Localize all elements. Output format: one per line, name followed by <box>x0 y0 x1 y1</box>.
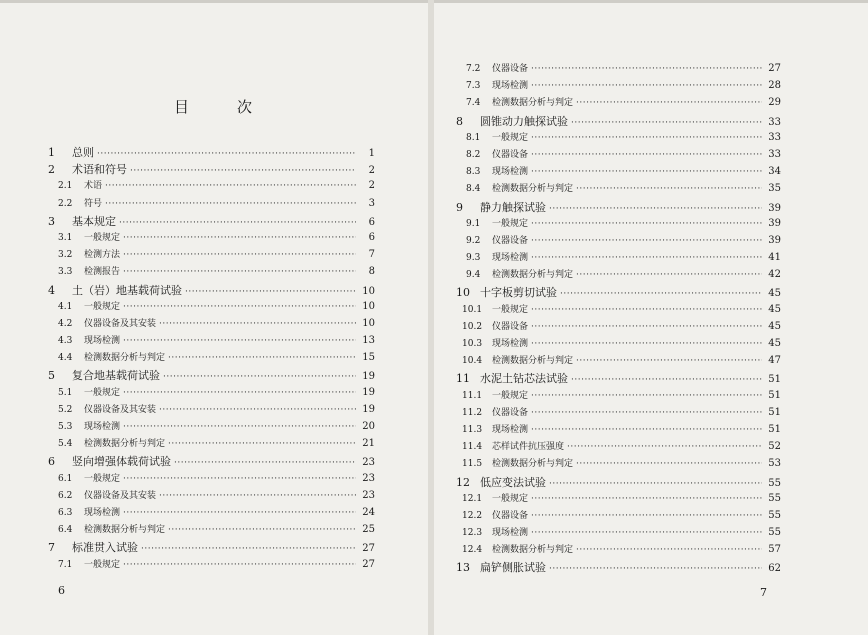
toc-entry-label: 仪器设备 <box>492 510 529 521</box>
toc-leader-dots <box>123 508 356 518</box>
toc-entry-number: 13 <box>456 561 470 575</box>
toc-entry-section[interactable] <box>456 336 781 353</box>
toc-entry-number: 7.2 <box>466 64 481 74</box>
toc-entry-page: 23 <box>362 489 375 501</box>
toc-entry-number: 4.1 <box>58 301 73 312</box>
toc-leader-dots <box>123 560 356 570</box>
toc-entry-label: 仪器设备及其安装 <box>84 404 157 415</box>
toc-entry-section[interactable] <box>456 164 781 181</box>
toc-entry-page: 55 <box>768 492 781 504</box>
toc-leader-dots <box>531 408 762 418</box>
toc-entry-page: 47 <box>768 355 781 367</box>
toc-entry-label: 一般规定 <box>84 301 121 312</box>
toc-list-left <box>48 144 375 574</box>
toc-entry-label: 现场检测 <box>84 507 121 518</box>
toc-entry-label: 检测数据分析与判定 <box>492 270 574 281</box>
toc-leader-dots <box>531 81 762 91</box>
toc-entry-section[interactable] <box>456 353 781 370</box>
toc-entry-section[interactable] <box>456 508 781 525</box>
toc-entry-section[interactable] <box>48 316 375 333</box>
toc-entry-number: 9.2 <box>466 235 481 246</box>
toc-entry-page: 51 <box>768 423 781 435</box>
toc-entry-number: 12.3 <box>462 528 483 539</box>
toc-entry-number: 10.2 <box>462 321 483 332</box>
toc-entry-page: 42 <box>768 269 781 281</box>
toc-entry-page: 29 <box>768 97 781 109</box>
toc-entry-label: 低应变法试验 <box>480 475 546 489</box>
toc-entry-label: 检测数据分析与判定 <box>492 184 574 195</box>
toc-entry-number: 7 <box>48 541 55 555</box>
toc-entry-section[interactable] <box>48 505 375 522</box>
toc-entry-section[interactable] <box>456 250 781 267</box>
toc-entry-label: 总则 <box>72 146 94 159</box>
toc-entry-page: 6 <box>368 231 375 243</box>
toc-leader-dots <box>531 150 762 160</box>
toc-entry-number: 12.1 <box>462 493 483 504</box>
toc-entry-section[interactable] <box>48 471 375 488</box>
toc-entry-page: 35 <box>768 183 781 195</box>
toc-title <box>0 96 428 117</box>
toc-entry-section[interactable] <box>456 388 781 405</box>
toc-entry-page: 19 <box>362 386 375 398</box>
toc-leader-dots <box>123 267 356 277</box>
toc-entry-number: 2 <box>48 163 55 177</box>
toc-entry-section[interactable] <box>48 436 375 453</box>
toc-entry-chapter[interactable] <box>456 199 781 216</box>
toc-leader-dots <box>571 118 762 128</box>
toc-leader-dots <box>531 133 762 143</box>
toc-entry-page: 15 <box>362 352 375 364</box>
toc-entry-label: 一般规定 <box>84 387 121 398</box>
toc-entry-page: 33 <box>768 131 781 143</box>
toc-entry-number: 7.3 <box>466 81 481 92</box>
toc-entry-page: 45 <box>768 320 781 332</box>
toc-entry-page: 2 <box>368 165 375 177</box>
toc-entry-label: 一般规定 <box>492 132 529 143</box>
toc-entry-section[interactable] <box>48 557 375 574</box>
toc-entry-label: 检测数据分析与判定 <box>84 525 166 536</box>
toc-entry-label: 水泥土钻芯法试验 <box>480 372 568 386</box>
toc-entry-label: 检测报告 <box>84 267 121 278</box>
toc-entry-number: 3 <box>48 214 55 228</box>
toc-entry-section[interactable] <box>456 147 781 164</box>
toc-leader-dots <box>163 372 356 382</box>
toc-entry-label: 仪器设备 <box>492 407 529 418</box>
toc-entry-number: 11.5 <box>462 459 483 470</box>
toc-entry-section[interactable] <box>456 422 781 439</box>
toc-entry-number: 7.4 <box>466 98 481 109</box>
toc-entry-page: 45 <box>768 288 781 300</box>
toc-entry-section[interactable] <box>456 78 781 95</box>
toc-entry-chapter[interactable] <box>456 284 781 301</box>
toc-leader-dots <box>531 528 762 538</box>
toc-entry-page: 10 <box>362 285 375 297</box>
toc-entry-label: 基本规定 <box>72 214 116 228</box>
toc-entry-label: 术语 <box>84 181 103 192</box>
toc-entry-number: 8.1 <box>466 132 481 143</box>
toc-entry-number: 4.4 <box>58 353 73 364</box>
toc-entry-page: 3 <box>368 197 375 209</box>
page-number-left: 6 <box>58 584 65 597</box>
toc-entry-page: 57 <box>768 544 781 556</box>
toc-entry-number: 12.4 <box>462 545 483 556</box>
toc-entry-chapter[interactable] <box>456 113 781 130</box>
toc-entry-section[interactable] <box>456 405 781 422</box>
toc-entry-section[interactable] <box>456 525 781 542</box>
toc-entry-number: 8.4 <box>466 184 481 195</box>
toc-leader-dots <box>531 322 762 332</box>
toc-entry-number: 5 <box>48 369 55 383</box>
toc-entry-page: 6 <box>368 216 375 228</box>
toc-entry-label: 现场检测 <box>492 424 529 435</box>
toc-entry-section[interactable] <box>48 247 375 264</box>
toc-entry-label: 标准贯入试验 <box>72 541 138 555</box>
toc-entry-number: 6.4 <box>58 525 73 536</box>
toc-entry-page: 62 <box>768 563 781 575</box>
toc-entry-label: 仪器设备 <box>492 64 529 74</box>
toc-entry-label: 竖向增强体载荷试验 <box>72 455 171 469</box>
toc-entry-section[interactable] <box>48 178 375 195</box>
toc-entry-label: 检测数据分析与判定 <box>492 98 574 109</box>
toc-entry-number: 11.4 <box>462 442 483 453</box>
toc-entry-label: 一般规定 <box>492 493 529 504</box>
toc-entry-number: 6.1 <box>58 473 73 484</box>
toc-entry-label: 现场检测 <box>492 339 529 349</box>
toc-leader-dots <box>105 199 356 209</box>
toc-entry-section[interactable] <box>456 439 781 456</box>
toc-entry-number: 9.4 <box>466 270 481 281</box>
toc-leader-dots <box>168 439 356 449</box>
toc-entry-label: 一般规定 <box>84 473 121 484</box>
toc-entry-section[interactable] <box>48 333 375 350</box>
toc-leader-dots <box>567 442 762 452</box>
toc-entry-label: 一般规定 <box>84 559 121 570</box>
toc-entry-page: 1 <box>368 148 375 159</box>
toc-leader-dots <box>549 204 762 214</box>
toc-leader-dots <box>531 511 762 521</box>
toc-leader-dots <box>141 544 356 554</box>
toc-entry-number: 9.3 <box>466 253 481 264</box>
toc-entry-page: 10 <box>362 317 375 329</box>
toc-entry-label: 扁铲侧胀试验 <box>480 561 546 575</box>
toc-entry-page: 28 <box>768 80 781 92</box>
toc-entry-number: 12 <box>456 475 470 489</box>
toc-entry-number: 8.3 <box>466 167 481 178</box>
toc-entry-number: 5.2 <box>58 404 73 415</box>
toc-entry-label: 检测数据分析与判定 <box>84 353 166 364</box>
toc-entry-page: 19 <box>362 403 375 415</box>
left-page <box>0 0 428 635</box>
toc-entry-number: 2.1 <box>58 181 73 192</box>
toc-leader-dots <box>576 98 762 108</box>
toc-entry-section[interactable] <box>48 402 375 419</box>
toc-entry-section[interactable] <box>48 230 375 247</box>
toc-entry-page: 10 <box>362 300 375 312</box>
toc-leader-dots <box>174 458 356 468</box>
toc-entry-number: 10.3 <box>462 339 483 349</box>
toc-entry-page: 51 <box>768 374 781 386</box>
toc-entry-page: 39 <box>768 234 781 246</box>
toc-entry-section[interactable] <box>456 302 781 319</box>
toc-entry-label: 圆锥动力触探试验 <box>480 114 568 128</box>
toc-entry-label: 静力触探试验 <box>480 200 546 214</box>
toc-entry-label: 现场检测 <box>492 81 529 92</box>
toc-entry-page: 39 <box>768 217 781 229</box>
toc-entry-number: 11.2 <box>462 407 483 418</box>
toc-entry-page: 33 <box>768 116 781 128</box>
toc-entry-label: 现场检测 <box>492 528 529 539</box>
toc-entry-chapter[interactable] <box>48 367 375 384</box>
toc-entry-section[interactable] <box>48 419 375 436</box>
toc-entry-number: 10 <box>456 286 470 300</box>
toc-entry-label: 现场检测 <box>84 422 121 432</box>
toc-entry-number: 6 <box>48 455 55 469</box>
toc-entry-chapter[interactable] <box>48 282 375 299</box>
toc-entry-section[interactable] <box>456 319 781 336</box>
toc-entry-section[interactable] <box>48 488 375 505</box>
toc-leader-dots <box>531 391 762 401</box>
toc-leader-dots <box>97 149 356 159</box>
toc-entry-section[interactable] <box>48 299 375 316</box>
toc-leader-dots <box>531 64 762 74</box>
toc-entry-number: 4 <box>48 283 55 297</box>
toc-entry-number: 5.3 <box>58 422 73 432</box>
toc-entry-section[interactable] <box>456 456 781 473</box>
toc-entry-number: 10.4 <box>462 356 483 367</box>
toc-entry-label: 检测数据分析与判定 <box>492 459 574 470</box>
toc-entry-chapter[interactable] <box>48 213 375 230</box>
toc-entry-page: 34 <box>768 166 781 178</box>
toc-entry-label: 一般规定 <box>492 218 529 229</box>
toc-entry-label: 术语和符号 <box>72 163 127 177</box>
toc-entry-section[interactable] <box>456 491 781 508</box>
toc-entry-label: 一般规定 <box>492 304 529 315</box>
toc-entry-chapter[interactable] <box>48 144 375 161</box>
toc-entry-label: 一般规定 <box>84 232 121 243</box>
toc-entry-number: 6.3 <box>58 507 73 518</box>
toc-entry-number: 7.1 <box>58 559 73 570</box>
toc-leader-dots <box>130 166 356 176</box>
toc-entry-label: 十字板剪切试验 <box>480 286 557 300</box>
toc-leader-dots <box>123 388 356 398</box>
toc-entry-chapter[interactable] <box>456 559 781 576</box>
toc-leader-dots <box>576 356 762 366</box>
toc-entry-number: 4.2 <box>58 318 73 329</box>
toc-entry-page: 27 <box>768 63 781 74</box>
toc-entry-page: 55 <box>768 509 781 521</box>
toc-entry-page: 39 <box>768 202 781 214</box>
toc-leader-dots <box>168 525 356 535</box>
toc-entry-section[interactable] <box>456 267 781 284</box>
toc-entry-page: 27 <box>362 543 375 555</box>
toc-entry-section[interactable] <box>48 350 375 367</box>
toc-leader-dots <box>560 289 762 299</box>
toc-leader-dots <box>123 474 356 484</box>
toc-entry-section[interactable] <box>48 196 375 213</box>
toc-entry-chapter[interactable] <box>48 161 375 178</box>
toc-entry-label: 检测数据分析与判定 <box>492 545 574 556</box>
toc-entry-number: 9.1 <box>466 218 481 229</box>
toc-leader-dots <box>571 375 762 385</box>
toc-entry-number: 11.1 <box>462 390 483 401</box>
toc-entry-page: 7 <box>368 249 375 261</box>
toc-entry-chapter[interactable] <box>48 539 375 556</box>
toc-entry-number: 4.3 <box>58 336 73 347</box>
toc-entry-page: 53 <box>768 458 781 470</box>
toc-entry-section[interactable] <box>456 233 781 250</box>
toc-leader-dots <box>531 494 762 504</box>
toc-leader-dots <box>159 319 356 329</box>
toc-entry-section[interactable] <box>456 95 781 112</box>
toc-leader-dots <box>549 479 762 489</box>
toc-entry-number: 8.2 <box>466 149 481 160</box>
toc-list-right <box>456 61 781 577</box>
toc-entry-label: 检测方法 <box>84 250 121 261</box>
toc-leader-dots <box>123 250 356 260</box>
toc-entry-label: 现场检测 <box>84 336 121 347</box>
toc-leader-dots <box>531 339 762 349</box>
toc-leader-dots <box>531 305 762 315</box>
toc-entry-page: 23 <box>362 472 375 484</box>
toc-leader-dots <box>531 425 762 435</box>
toc-entry-page: 19 <box>362 371 375 383</box>
toc-entry-number: 11 <box>456 372 470 386</box>
toc-entry-number: 10.1 <box>462 304 483 315</box>
toc-leader-dots <box>105 181 356 191</box>
toc-entry-page: 41 <box>768 252 781 264</box>
toc-leader-dots <box>119 218 356 228</box>
toc-entry-section[interactable] <box>48 522 375 539</box>
toc-entry-label: 复合地基载荷试验 <box>72 369 160 383</box>
toc-entry-label: 仪器设备及其安装 <box>84 490 157 501</box>
toc-entry-label: 芯样试件抗压强度 <box>492 442 565 453</box>
toc-entry-label: 仪器设备及其安装 <box>84 318 157 329</box>
toc-entry-number: 8 <box>456 114 463 128</box>
toc-entry-label: 仪器设备 <box>492 321 529 332</box>
toc-entry-number: 3.1 <box>58 232 73 243</box>
toc-entry-label: 现场检测 <box>492 167 529 178</box>
toc-entry-section[interactable] <box>456 181 781 198</box>
toc-leader-dots <box>576 545 762 555</box>
toc-entry-number: 3.3 <box>58 267 73 278</box>
toc-entry-page: 33 <box>768 148 781 160</box>
toc-entry-number: 5.4 <box>58 439 73 450</box>
toc-entry-page: 45 <box>768 338 781 349</box>
toc-entry-number: 6.2 <box>58 490 73 501</box>
toc-entry-number: 11.3 <box>462 424 483 435</box>
toc-title-char-1: 目 <box>173 98 191 116</box>
toc-entry-label: 检测数据分析与判定 <box>84 439 166 450</box>
toc-entry-chapter[interactable] <box>456 370 781 387</box>
toc-entry-page: 52 <box>768 441 781 453</box>
toc-entry-section[interactable] <box>456 61 781 78</box>
toc-leader-dots <box>159 491 356 501</box>
toc-entry-section[interactable] <box>48 264 375 281</box>
toc-entry-page: 25 <box>362 524 375 536</box>
toc-entry-page: 13 <box>362 335 375 347</box>
toc-entry-page: 20 <box>362 421 375 432</box>
toc-entry-page: 51 <box>768 406 781 418</box>
toc-leader-dots <box>185 287 356 297</box>
toc-entry-label: 现场检测 <box>492 253 529 264</box>
toc-entry-page: 55 <box>768 477 781 489</box>
toc-entry-section[interactable] <box>456 130 781 147</box>
toc-entry-section[interactable] <box>48 385 375 402</box>
toc-leader-dots <box>576 459 762 469</box>
toc-entry-page: 8 <box>368 266 375 278</box>
toc-entry-number: 3.2 <box>58 250 73 261</box>
toc-leader-dots <box>123 336 356 346</box>
toc-entry-chapter[interactable] <box>456 474 781 491</box>
toc-entry-page: 27 <box>362 558 375 570</box>
toc-leader-dots <box>531 219 762 229</box>
toc-entry-page: 51 <box>768 389 781 401</box>
toc-entry-page: 24 <box>362 506 375 518</box>
toc-entry-page: 45 <box>768 303 781 315</box>
toc-entry-label: 一般规定 <box>492 390 529 401</box>
toc-entry-number: 5.1 <box>58 387 73 398</box>
toc-leader-dots <box>123 422 356 432</box>
toc-entry-page: 23 <box>362 457 375 469</box>
toc-leader-dots <box>531 167 762 177</box>
toc-entry-label: 仪器设备 <box>492 235 529 246</box>
toc-leader-dots <box>123 233 356 243</box>
toc-entry-page: 2 <box>368 180 375 192</box>
toc-leader-dots <box>549 564 762 574</box>
toc-leader-dots <box>531 253 762 263</box>
toc-entry-number: 9 <box>456 200 463 214</box>
toc-entry-chapter[interactable] <box>48 453 375 470</box>
toc-entry-page: 21 <box>362 438 375 450</box>
toc-entry-number: 2.2 <box>58 198 73 209</box>
toc-entry-label: 仪器设备 <box>492 149 529 160</box>
toc-leader-dots <box>123 302 356 312</box>
toc-title-char-2: 次 <box>237 98 255 116</box>
toc-entry-label: 检测数据分析与判定 <box>492 356 574 367</box>
toc-entry-page: 55 <box>768 527 781 539</box>
toc-entry-section[interactable] <box>456 542 781 559</box>
toc-leader-dots <box>159 405 356 415</box>
toc-entry-section[interactable] <box>456 216 781 233</box>
toc-entry-number: 12.2 <box>462 510 483 521</box>
toc-leader-dots <box>576 184 762 194</box>
toc-entry-label: 土（岩）地基载荷试验 <box>72 283 182 297</box>
toc-entry-number: 1 <box>48 146 55 159</box>
page-number-right: 7 <box>760 586 767 599</box>
toc-leader-dots <box>531 236 762 246</box>
toc-leader-dots <box>576 270 762 280</box>
toc-entry-label: 符号 <box>84 198 103 209</box>
toc-leader-dots <box>168 353 356 363</box>
